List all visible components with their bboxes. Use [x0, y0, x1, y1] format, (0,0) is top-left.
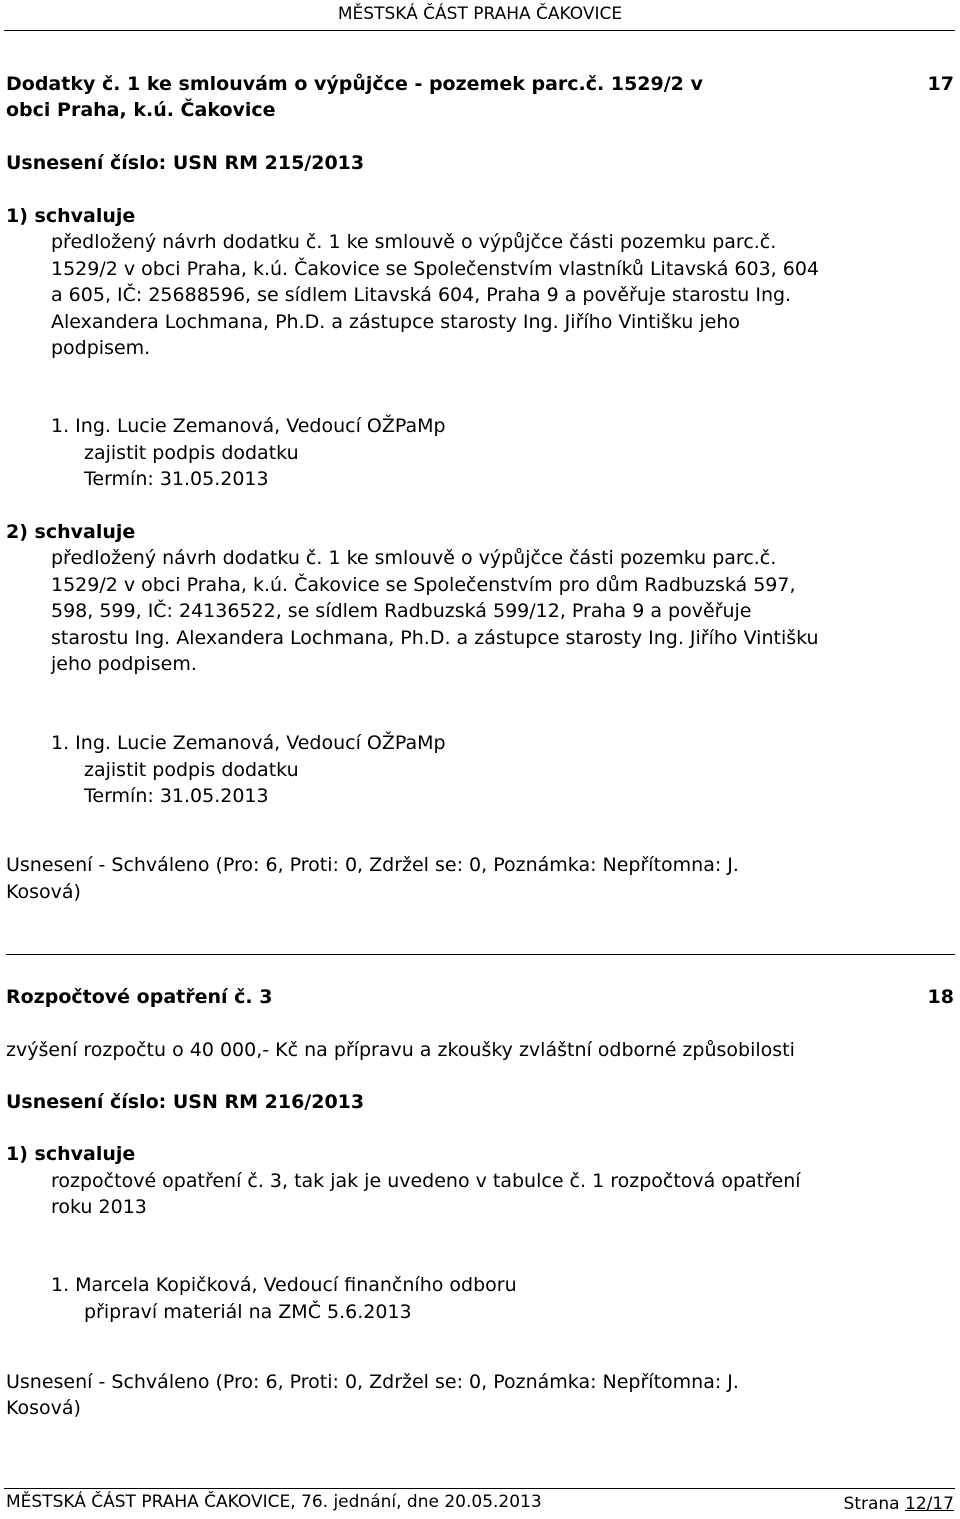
- item-18-p1-line: roku 2013: [51, 1196, 147, 1218]
- item-18-subtitle: zvýšení rozpočtu o 40 000,- Kč na přípravu a zkoušky zvláštní odborné způsobilosti: [6, 1039, 795, 1061]
- item-17-vote-result-line-1: Usnesení - Schváleno (Pro: 6, Proti: 0, Zdržel se: 0, Poznámka: Nepřítomna: J.: [6, 854, 739, 876]
- item-17-p2-line: 1529/2 v obci Praha, k.ú. Čakovice se Společenstvím pro dům Radbuzská 597,: [51, 574, 796, 596]
- item-18-vote-result-line-1: Usnesení - Schváleno (Pro: 6, Proti: 0, Zdržel se: 0, Poznámka: Nepřítomna: J.: [6, 1371, 739, 1393]
- item-18-p1-line: rozpočtové opatření č. 3, tak jak je uvedeno v tabulce č. 1 rozpočtová opatření: [51, 1170, 801, 1192]
- item-17-vote-result-line-2: Kosová): [6, 881, 81, 903]
- item-18-number: 18: [927, 986, 954, 1008]
- item-17-p2-line: jeho podpisem.: [51, 653, 197, 675]
- item-17-p1-line: Alexandera Lochmana, Ph.D. a zástupce starosty Ing. Jiřího Vintišku jeho: [51, 311, 741, 333]
- item-17-title-line-2: obci Praha, k.ú. Čakovice: [6, 99, 276, 121]
- footer-rule: [4, 1488, 955, 1489]
- item-17-p2-line: 598, 599, IČ: 24136522, se sídlem Radbuzská 599/12, Praha 9 a pověřuje: [51, 600, 752, 622]
- item-18-vote-result-line-2: Kosová): [6, 1397, 81, 1419]
- item-17-p1-task-deadline: Termín: 31.05.2013: [84, 468, 269, 490]
- item-17-p2-task-person: 1. Ing. Lucie Zemanová, Vedoucí OŽPaMp: [51, 732, 446, 754]
- item-17-p2-task-deadline: Termín: 31.05.2013: [84, 785, 269, 807]
- item-17-p1-task-person: 1. Ing. Lucie Zemanová, Vedoucí OŽPaMp: [51, 415, 446, 437]
- footer-page-number: [844, 1492, 954, 1516]
- section-separator: [6, 954, 955, 955]
- item-17-title-line-1: Dodatky č. 1 ke smlouvám o výpůjčce - pozemek parc.č. 1529/2 v: [6, 73, 703, 95]
- item-18-p1-task-text: připraví materiál na ZMČ 5.6.2013: [84, 1301, 412, 1323]
- item-17-p2-line: předložený návrh dodatku č. 1 ke smlouvě o výpůjčce části pozemku parc.č.: [51, 547, 777, 569]
- item-18-p1-task-person: 1. Marcela Kopičková, Vedoucí finančního odboru: [51, 1274, 517, 1296]
- item-18-p1-label: 1) schvaluje: [6, 1143, 136, 1165]
- item-17-p1-line: předložený návrh dodatku č. 1 ke smlouvě o výpůjčce části pozemku parc.č.: [51, 231, 777, 253]
- item-17-p1-label: 1) schvaluje: [6, 205, 136, 227]
- header-rule: [4, 30, 955, 31]
- item-17-p2-label: 2) schvaluje: [6, 521, 136, 543]
- footer-page-value: 12/17: [905, 1494, 954, 1514]
- page-header: MĚSTSKÁ ČÁST PRAHA ČAKOVICE: [337, 4, 623, 24]
- footer-page-prefix: Strana: [843, 1494, 905, 1514]
- item-17-resolution-number: Usnesení číslo: USN RM 215/2013: [6, 152, 365, 174]
- item-17-p2-line: starostu Ing. Alexandera Lochmana, Ph.D. a zástupce starosty Ing. Jiřího Vintišku: [51, 627, 819, 649]
- item-18-resolution-number: Usnesení číslo: USN RM 216/2013: [6, 1091, 365, 1113]
- footer-meeting-info: MĚSTSKÁ ČÁST PRAHA ČAKOVICE, 76. jednání, dne 20.05.2013: [6, 1492, 542, 1512]
- item-17-p1-task-text: zajistit podpis dodatku: [84, 442, 299, 464]
- item-17-p2-task-text: zajistit podpis dodatku: [84, 759, 299, 781]
- item-17-p1-line: podpisem.: [51, 337, 151, 359]
- item-17-p1-line: 1529/2 v obci Praha, k.ú. Čakovice se Společenstvím vlastníků Litavská 603, 604: [51, 258, 820, 280]
- item-17-p1-line: a 605, IČ: 25688596, se sídlem Litavská 604, Praha 9 a pověřuje starostu Ing.: [51, 284, 792, 306]
- item-17-number: 17: [927, 73, 954, 95]
- item-18-title: Rozpočtové opatření č. 3: [6, 986, 273, 1008]
